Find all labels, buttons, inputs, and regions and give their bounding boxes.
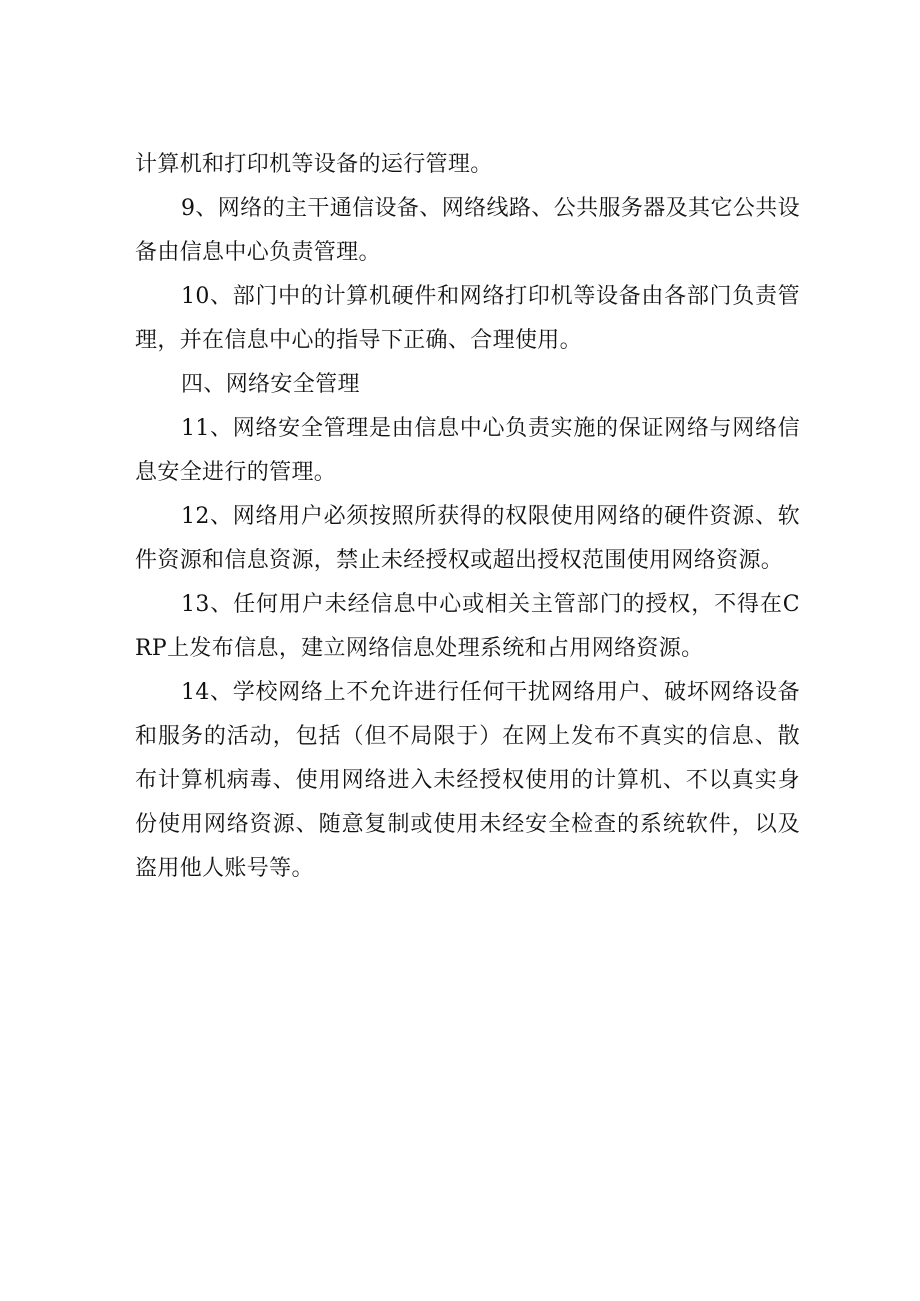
paragraph-item-12: 12、网络用户必须按照所获得的权限使用网络的硬件资源、软件资源和信息资源，禁止未经授权或超出授权范围使用网络资源。 bbox=[135, 504, 800, 573]
paragraph-item-13: 13、任何用户未经信息中心或相关主管部门的授权，不得在CRP上发布信息，建立网络信息处理系统和占用网络资源。 bbox=[135, 592, 800, 661]
paragraph-continuation: 计算机和打印机等设备的运行管理。 bbox=[135, 152, 493, 177]
paragraph-item-14: 14、学校网络上不允许进行任何干扰网络用户、破坏网络设备和服务的活动，包括（但不局限于）在网上发布不真实的信息、散布计算机病毒、使用网络进入未经授权使用的计算机、不以真实身份使用网络资源、随意复制或使用未经安全检查的系统软件，以及盗用他人账号等。 bbox=[135, 680, 800, 881]
paragraph-item-10: 10、部门中的计算机硬件和网络打印机等设备由各部门负责管理，并在信息中心的指导下正确、合理使用。 bbox=[135, 284, 800, 353]
section-heading-network-security: 四、网络安全管理 bbox=[181, 372, 360, 397]
paragraph-item-9: 9、网络的主干通信设备、网络线路、公共服务器及其它公共设备由信息中心负责管理。 bbox=[135, 196, 800, 265]
paragraph-item-11: 11、网络安全管理是由信息中心负责实施的保证网络与网络信息安全进行的管理。 bbox=[135, 416, 800, 485]
document-body bbox=[135, 143, 800, 891]
